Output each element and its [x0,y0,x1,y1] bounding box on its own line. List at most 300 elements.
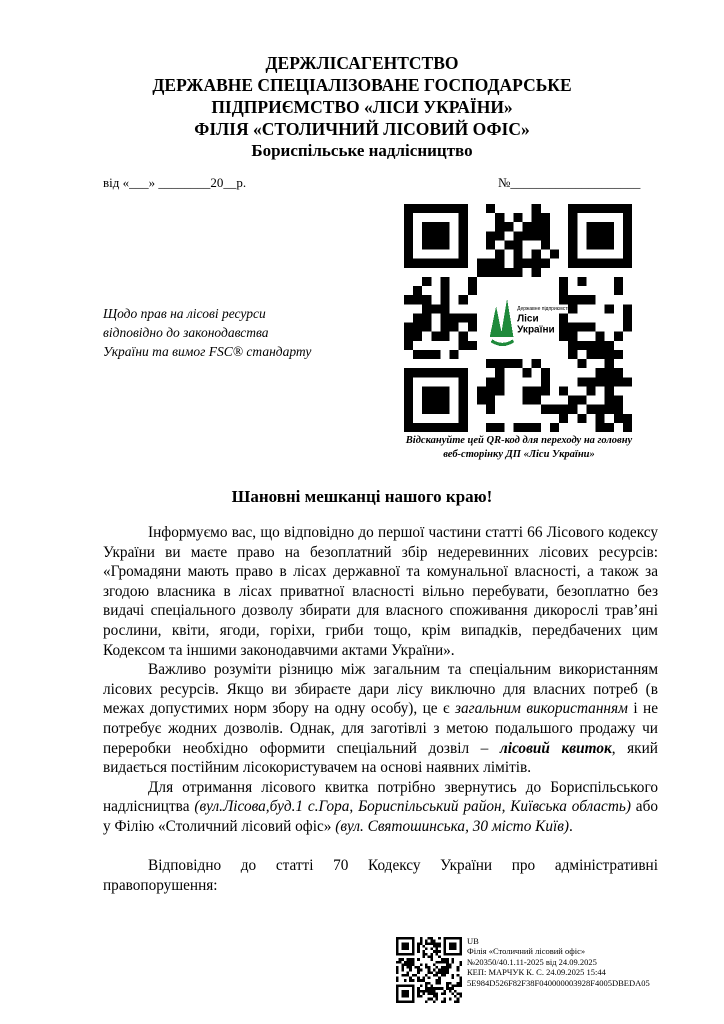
qr-module [532,359,541,368]
qr-module [433,942,436,945]
qr-module [486,240,495,249]
qr-module [430,987,433,990]
qr-module [623,313,632,322]
qr-module [422,990,425,993]
qr-module [422,350,431,359]
qr-module [433,940,436,943]
qr-module [605,405,614,414]
qr-module [438,942,441,945]
qr-module [440,323,449,332]
qr-module [459,332,468,341]
qr-module [568,295,577,304]
qr-module [605,396,614,405]
qr-module [586,386,595,395]
paragraph-usage-types [103,660,658,778]
qr-module [417,950,420,953]
qr-module [459,313,468,322]
qr-module [412,974,415,977]
lisy-ukrainy-logo [479,282,573,353]
qr-module [438,945,441,948]
qr-module [414,974,417,977]
qr-module [404,323,413,332]
qr-module [407,961,410,964]
qr-module [541,259,550,268]
qr-caption-line: веб-сторінку ДП «Ліси України» [443,449,595,460]
qr-module [441,1000,444,1003]
qr-module [425,963,428,966]
qr-module [441,958,444,961]
qr-module [409,977,412,980]
qr-module [605,423,614,432]
qr-module [457,992,460,995]
qr-module [577,341,586,350]
qr-module [614,368,623,377]
qr-module [577,377,586,386]
qr-module [417,948,420,951]
qr-module [451,974,454,977]
qr-module [422,304,431,313]
qr-module [486,423,495,432]
qr-module [449,982,452,985]
qr-module [541,222,550,231]
qr-module [438,961,441,964]
qr-module [454,990,457,993]
qr-module [559,414,568,423]
qr-module [441,961,444,964]
qr-module [413,295,422,304]
qr-module [541,231,550,240]
qr-module [412,979,415,982]
qr-finder-top-right [568,204,632,268]
qr-module [444,998,447,1001]
qr-module [436,953,439,956]
qr-module [430,992,433,995]
qr-module [523,396,532,405]
qr-module [605,368,614,377]
qr-module [417,979,420,982]
qr-module [412,963,415,966]
qr-module [425,940,428,943]
qr-module [541,386,550,395]
qr-module [559,286,568,295]
qr-module [504,240,513,249]
qr-module [420,940,423,943]
qr-module [605,304,614,313]
qr-module [451,985,454,988]
qr-module [399,958,402,961]
qr-module [568,405,577,414]
qr-module [436,998,439,1001]
qr-module [559,313,568,322]
qr-module [446,985,449,988]
qr-module [428,955,431,958]
qr-module [468,313,477,322]
qr-module [495,259,504,268]
qr-module [459,341,468,350]
digital-signature-stamp [467,936,650,988]
qr-module [413,313,422,322]
qr-module [596,332,605,341]
qr-module [477,396,486,405]
qr-module [401,966,404,969]
qr-module [401,974,404,977]
qr-module [444,990,447,993]
stamp-line: UB [467,936,479,946]
qr-module [404,332,413,341]
qr-module [513,231,522,240]
qr-module [523,231,532,240]
paragraph-contacts [103,778,658,837]
subject-line: відповідно до законодавства [103,325,269,340]
qr-module [428,992,431,995]
qr-module [409,958,412,961]
qr-module [436,992,439,995]
qr-module [513,213,522,222]
qr-module [513,268,522,277]
qr-module [436,945,439,948]
qr-module [495,268,504,277]
qr-module [541,240,550,249]
qr-finder-bottom-left [404,368,468,432]
qr-module [428,969,431,972]
qr-module [440,313,449,322]
qr-module [568,323,577,332]
qr-module [449,987,452,990]
qr-module [454,1000,457,1003]
qr-module [404,295,413,304]
text-span: або у Філію «Столичний лісовий офіс» [103,798,659,835]
document-number-field: №____________________ [498,175,641,190]
qr-module [486,259,495,268]
forestry-title: Бориспільське надлісництво [251,141,473,160]
qr-module [441,987,444,990]
qr-module [532,250,541,259]
qr-module [422,295,431,304]
qr-module [441,966,444,969]
qr-module [396,966,399,969]
qr-module [404,974,407,977]
qr-module [425,974,428,977]
qr-module [440,286,449,295]
qr-module [459,985,462,988]
qr-module [441,992,444,995]
qr-module [459,961,462,964]
qr-module [396,961,399,964]
qr-module [586,405,595,414]
qr-module [430,953,433,956]
qr-module [495,368,504,377]
qr-module [441,971,444,974]
qr-module [396,979,399,982]
qr-module [425,985,428,988]
qr-module [523,386,532,395]
qr-module [446,969,449,972]
qr-module [486,405,495,414]
qr-module [532,396,541,405]
qr-module [586,350,595,359]
enterprise-title-line2: ПІДПРИЄМСТВО «ЛІСИ УКРАЇНИ» [211,97,513,117]
qr-module [559,295,568,304]
qr-module [409,963,412,966]
qr-module [428,982,431,985]
qr-module [438,979,441,982]
qr-module [459,963,462,966]
qr-module [577,323,586,332]
qr-module [446,966,449,969]
qr-module [417,958,420,961]
qr-module [586,341,595,350]
qr-module [459,295,468,304]
qr-module [477,259,486,268]
qr-module [614,377,623,386]
qr-module [436,987,439,990]
paragraph-admin-code: Відповідно до статті 70 Кодексу України про адміністративні правопорушення: [103,857,658,894]
qr-module [459,979,462,982]
qr-module [444,969,447,972]
qr-module [444,1000,447,1003]
qr-module [422,979,425,982]
emphasis-general-use: загальним використанням [455,700,628,718]
qr-module [430,971,433,974]
qr-module [409,979,412,982]
document-header [0,52,724,162]
qr-module [438,950,441,953]
qr-module [614,414,623,423]
qr-module [550,423,559,432]
qr-module [596,341,605,350]
stamp-line: №20350/40.1.11-2025 від 24.09.2025 [467,956,597,967]
qr-module [486,204,495,213]
qr-module [422,950,425,953]
qr-module [444,992,447,995]
qr-module [446,961,449,964]
qr-module [623,323,632,332]
qr-module [614,332,623,341]
qr-module [436,950,439,953]
text-span: Важливо розуміти різницю між загальним та спеціальним використанням лісових ресурсів. Якщо ви збираєте дари лісу виключно для власних потреб (в межах допустимих норм збору на одну особу), це є [103,661,658,718]
subject-block [103,304,393,361]
qr-module [477,386,486,395]
qr-module [433,963,436,966]
qr-module [417,990,420,993]
qr-module [422,277,431,286]
qr-module [559,323,568,332]
qr-module [523,222,532,231]
qr-module [399,961,402,964]
qr-module [513,259,522,268]
qr-module [444,966,447,969]
qr-module [457,982,460,985]
qr-module [401,963,404,966]
qr-module [559,386,568,395]
qr-module [451,992,454,995]
qr-module [425,987,428,990]
qr-module [468,277,477,286]
paragraph-forest-code: Інформуємо вас, що відповідно до першої частини статті 66 Лісового кодексу України ви маєте право на безоплатний збір недеревинних лісових ресурсів: «Громадяни мають право в лісах державної та комунальної власності, а також за згодою власника в лісах приватної власності вільно перебувати, безоплатно без видачі спеціального дозволу збирати для власного споживання дикорослі трав’яні рослини, квіти, ягоди, горіхи, гриби тощо, крім випадків, передбачених цим Кодексом та іншими законодавчими актами України». [103,524,658,659]
qr-module [433,995,436,998]
qr-module [446,987,449,990]
qr-module [422,945,425,948]
qr-module [513,240,522,249]
qr-module [459,995,462,998]
qr-module [422,977,425,980]
qr-module [430,955,433,958]
qr-module [431,350,440,359]
qr-module [444,971,447,974]
address-branch: (вул. Святошинська, 30 місто Київ) [335,817,569,835]
qr-module [450,323,459,332]
qr-module [586,377,595,386]
qr-module [614,396,623,405]
qr-module [433,990,436,993]
qr-module [532,204,541,213]
qr-module [438,982,441,985]
qr-module [586,295,595,304]
qr-module [431,332,440,341]
qr-module [550,250,559,259]
qr-module [486,386,495,395]
qr-module [422,955,425,958]
qr-module [438,987,441,990]
qr-module [449,963,452,966]
qr-module [577,396,586,405]
qr-module [425,948,428,951]
qr-module [444,974,447,977]
qr-module [407,963,410,966]
qr-module [417,969,420,972]
qr-module [436,948,439,951]
qr-module [457,969,460,972]
text-span: Для отримання лісового квитка потрібно звернутись до Бориспільського надлісництва [103,778,658,816]
qr-module [417,987,420,990]
qr-module [420,942,423,945]
subject-line: Щодо прав на лісові ресурси [103,306,266,321]
qr-module [457,974,460,977]
qr-module [425,953,428,956]
text-span: , який видається постійним лісокористувачем на основі наявних лімітів. [103,739,658,777]
qr-module [407,966,410,969]
qr-module [409,966,412,969]
enterprise-title-line1: ДЕРЖАВНЕ СПЕЦІАЛІЗОВАНЕ ГОСПОДАРСЬКЕ [152,75,572,95]
qr-module [446,971,449,974]
qr-module [596,414,605,423]
qr-module [495,359,504,368]
qr-module [430,940,433,943]
subject-line: України та вимог FSC® стандарту [103,344,312,359]
website-qr-code[interactable] [404,204,632,432]
qr-module [605,386,614,395]
qr-module [422,992,425,995]
qr-module [457,1000,460,1003]
qr-module [614,405,623,414]
qr-module [459,992,462,995]
qr-module [596,377,605,386]
qr-module [451,987,454,990]
qr-module [568,350,577,359]
qr-module [433,969,436,972]
qr-module [532,423,541,432]
qr-module [454,985,457,988]
qr-module [417,977,420,980]
greeting-heading: Шановні мешканці нашого краю! [231,487,493,506]
qr-module [523,423,532,432]
qr-module [428,977,431,980]
qr-module [605,341,614,350]
qr-module [449,998,452,1001]
qr-module [532,231,541,240]
qr-module [444,961,447,964]
qr-module [614,350,623,359]
qr-module [596,423,605,432]
qr-module [495,377,504,386]
qr-module [401,969,404,972]
qr-module [428,990,431,993]
qr-module [541,368,550,377]
qr-module [614,286,623,295]
logo-caption-small [517,306,573,312]
qr-module [438,971,441,974]
qr-module [430,937,433,940]
qr-module [428,937,431,940]
qr-module [486,396,495,405]
qr-module [446,958,449,961]
qr-module [417,995,420,998]
qr-module [436,961,439,964]
qr-module [450,313,459,322]
qr-module [504,222,513,231]
qr-module [457,998,460,1001]
qr-module [428,998,431,1001]
qr-module [407,971,410,974]
qr-module [430,942,433,945]
qr-module [623,414,632,423]
qr-caption-line: Відскануйте цей QR-код для переходу на головну [405,435,633,446]
qr-module [446,963,449,966]
qr-module [559,277,568,286]
qr-module [596,350,605,359]
qr-module [577,359,586,368]
qr-module [541,405,550,414]
qr-module [430,958,433,961]
qr-module [428,966,431,969]
qr-module [468,341,477,350]
qr-module [428,942,431,945]
qr-module [477,268,486,277]
qr-module [586,323,595,332]
qr-module [451,961,454,964]
qr-module [568,341,577,350]
qr-module [459,977,462,980]
qr-module [550,405,559,414]
qr-module [414,966,417,969]
qr-module [433,1000,436,1003]
qr-module [495,231,504,240]
signature-qr-code[interactable] [396,937,462,1003]
qr-module [532,222,541,231]
qr-module [413,350,422,359]
qr-module [396,969,399,972]
qr-module [407,958,410,961]
qr-module [436,971,439,974]
qr-module [436,995,439,998]
qr-module [441,974,444,977]
qr-module [413,286,422,295]
qr-module [450,350,459,359]
qr-module [441,969,444,972]
qr-module [409,961,412,964]
qr-module [457,985,460,988]
qr-module [523,259,532,268]
